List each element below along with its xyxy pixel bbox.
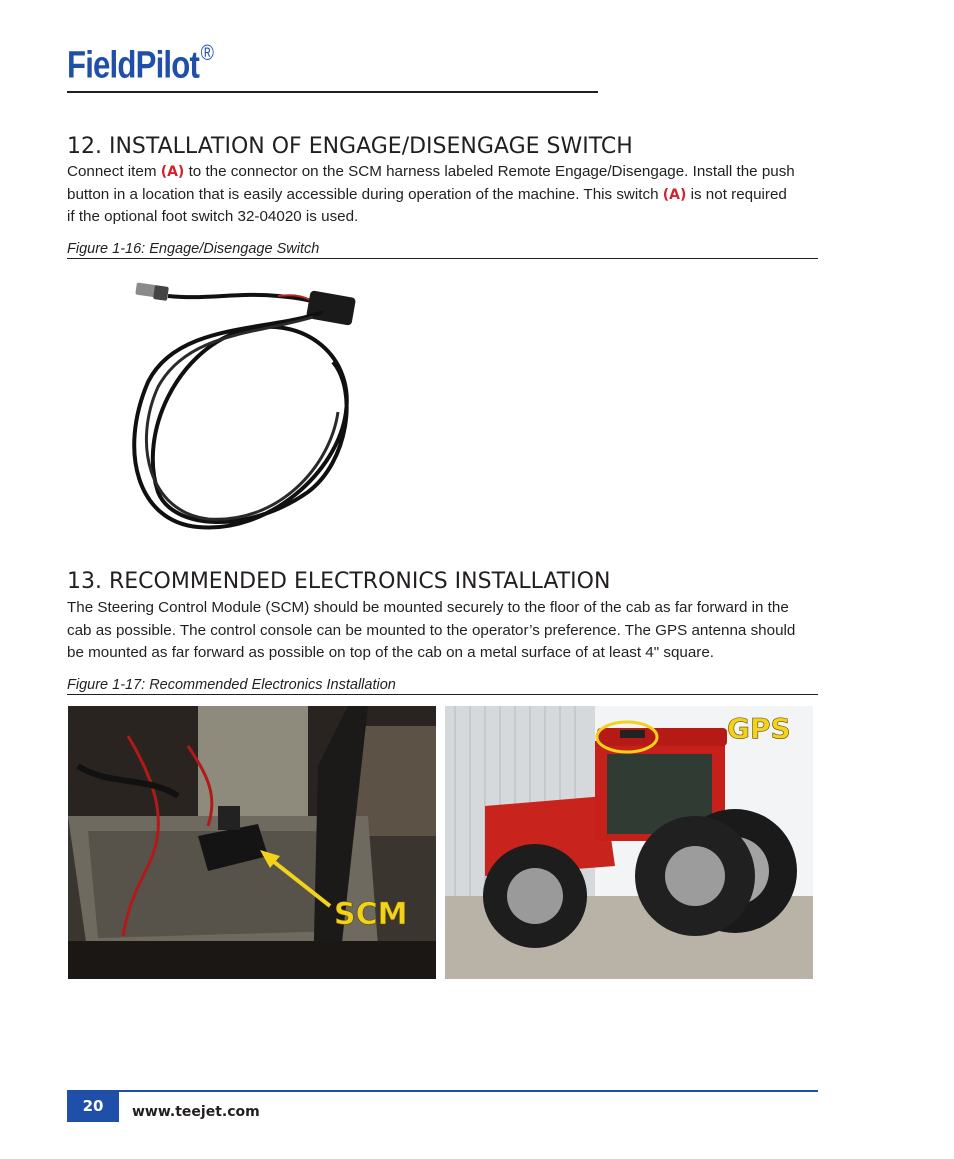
page-number: 20 — [67, 1092, 119, 1122]
scm-callout-label: SCM — [334, 897, 408, 932]
footer-url: www.teejet.com — [132, 1104, 260, 1120]
section-13-heading: 13. RECOMMENDED ELECTRONICS INSTALLATION — [67, 569, 611, 594]
footer-rule — [67, 1090, 818, 1092]
item-a-reference: (A) — [662, 186, 687, 203]
engage-switch-photo — [118, 272, 368, 542]
fieldpilot-logo: FieldPilot® — [67, 40, 214, 87]
item-a-reference: (A) — [160, 164, 185, 180]
gps-callout-label: GPS — [727, 712, 791, 745]
section-12-heading: 12. INSTALLATION OF ENGAGE/DISENGAGE SWITCH — [67, 134, 633, 159]
figure-1-17-caption: Figure 1-17: Recommended Electronics Installation — [67, 677, 818, 695]
section-13-body: The Steering Control Module (SCM) should be mounted securely to the floor of the cab as far forward in the cab as possible. The control console can be mounted to the operator’s preference. The GPS antenna should be mounted as far forward as possible on top of the cab on a metal surface of at least 4" square. — [67, 599, 796, 661]
section-12-body: Connect item (A) to the connector on the SCM harness labeled Remote Engage/Disengage. Install the push button in a location that is easily accessible during operation of the machine. This switch (A) is not required if the optional foot switch 32-04020 is used. — [67, 163, 795, 225]
figure-1-16-caption: Figure 1-16: Engage/Disengage Switch — [67, 241, 818, 259]
header-rule — [67, 91, 598, 93]
tractor-gps-photo — [445, 706, 813, 979]
scm-cab-photo — [68, 706, 436, 979]
